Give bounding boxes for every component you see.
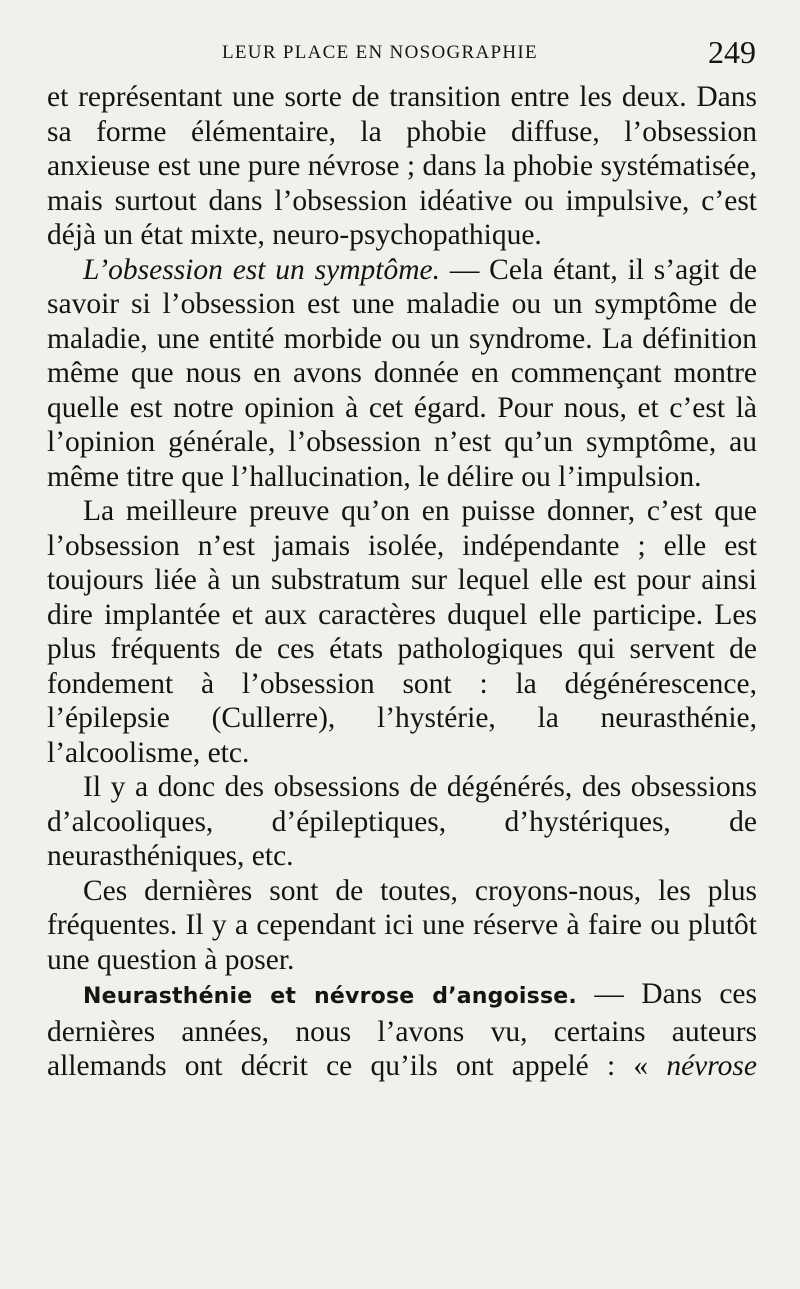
page-number: 249 xyxy=(708,34,756,70)
paragraph-4-text: Il y a donc des obsessions de dégénérés, des obsessions d’alcooliques, d’épileptiques, d’hystériques, de neurasthéniques, etc. xyxy=(47,771,757,872)
paragraph-4 xyxy=(47,770,757,874)
page-header xyxy=(0,34,800,76)
paragraph-5 xyxy=(47,874,757,978)
paragraph-6-text: — Dans ces dernières années, nous l’avons vu, certains auteurs allemands ont décrit ce qu’ils ont appelé : « xyxy=(47,978,758,1082)
paragraph-5-text: Ces dernières sont de toutes, croyons-nous, les plus fréquentes. Il y a cependant ici une réserve à faire ou plutôt une question à poser. xyxy=(47,874,757,976)
page-body xyxy=(47,80,757,1084)
section-heading-symptome: L’obsession est un symptôme. xyxy=(83,253,440,286)
paragraph-6 xyxy=(47,977,757,1084)
paragraph-1 xyxy=(47,80,757,253)
paragraph-2-text: — Cela étant, il s’agit de savoir si l’obsession est une maladie ou un symptôme de maladie, une entité morbide ou un syndrome. La définition même que nous en avons donnée en commençant montre quelle est notre opinion à cet égard. Pour nous, et c’est là l’opinion générale, l’obsession n’est qu’un symptôme, au même titre que l’hallucination, le délire ou l’impulsion. xyxy=(47,253,758,493)
paragraph-2 xyxy=(47,253,757,495)
paragraph-3 xyxy=(47,494,757,770)
paragraph-1-text: et représentant une sorte de transition entre les deux. Dans sa forme élémentaire, la phobie diffuse, l’obsession anxieuse est une pure névrose ; dans la phobie systématisée, mais surtout dans l’obsession idéative ou impulsive, c’est déjà un état mixte, neuro-psychopathique. xyxy=(47,81,757,251)
paragraph-3-text: La meilleure preuve qu’on en puisse donner, c’est que l’obsession n’est jamais isolée, indépendante ; elle est toujours liée à un substratum sur lequel elle est pour ainsi dire implantée et aux caractères duquel elle participe. Les plus fréquents de ces états pathologiques qui servent de fondement à l’obsession sont : la dégénérescence, l’épilepsie (Cullerre), l’hystérie, la neurasthénie, l’alcoolisme, etc. xyxy=(47,495,757,769)
section-heading-neurasthenie: Neurasthénie et névrose d’angoisse. xyxy=(83,984,577,1009)
paragraph-6-trailing-italic: névrose xyxy=(666,1050,757,1082)
running-title: LEUR PLACE EN NOSOGRAPHIE xyxy=(222,42,538,63)
